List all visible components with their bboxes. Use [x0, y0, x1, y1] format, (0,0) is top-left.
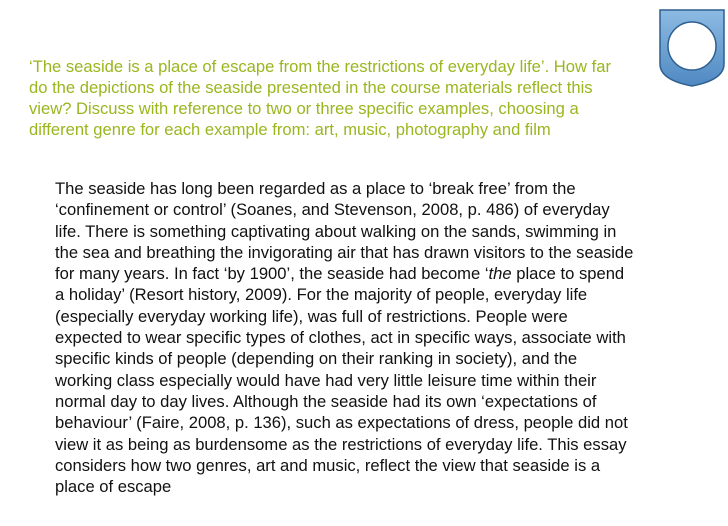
essay-body: [55, 178, 687, 497]
question-line: ‘The seaside is a place of escape from the restrictions of everyday life’. How far: [29, 57, 611, 76]
body-line: normal day to day lives. Although the seaside had its own ‘expectations of: [55, 391, 597, 411]
body-line-italic: the: [488, 264, 512, 284]
essay-question: [29, 56, 669, 140]
body-line: place of escape: [55, 477, 172, 497]
question-line: view? Discuss with reference to two or three specific examples, choosing a: [29, 99, 579, 118]
body-line: the sea and breathing the invigorating air that has drawn visitors to the seaside: [55, 242, 634, 262]
body-line-end: place to spend: [511, 264, 625, 284]
body-line-start: for many years. In fact ‘by 1900’, the seaside had become ‘: [55, 264, 489, 284]
body-line: behaviour’ (Faire, 2008, p. 136), such as expectations of dress, people did not: [55, 413, 628, 433]
question-line: different genre for each example from: art, music, photography and film: [29, 120, 551, 139]
body-line: considers how two genres, art and music, reflect the view that seaside is a: [55, 455, 601, 475]
body-line: working class especially would have had very little leisure time within their: [55, 370, 597, 390]
body-line: life. There is something captivating about walking on the sands, swimming in: [55, 221, 617, 241]
body-line: a holiday’ (Resort history, 2009). For the majority of people, everyday life: [55, 285, 588, 305]
body-line: view it as being as burdensome as the restrictions of everyday life. This essay: [55, 434, 627, 454]
body-line: specific kinds of people (depending on their ranking in society), and the: [55, 349, 578, 369]
body-line: [55, 263, 687, 284]
body-line: expected to wear specific types of clothes, act in specific ways, associate with: [55, 328, 626, 348]
question-line: do the depictions of the seaside presented in the course materials reflect this: [29, 78, 593, 97]
body-line: (especially everyday working life), was full of restrictions. People were: [55, 306, 568, 326]
body-line: The seaside has long been regarded as a place to ‘break free’ from the: [55, 179, 576, 198]
body-line: ‘confinement or control’ (Soanes, and Stevenson, 2008, p. 486) of everyday: [55, 200, 610, 220]
